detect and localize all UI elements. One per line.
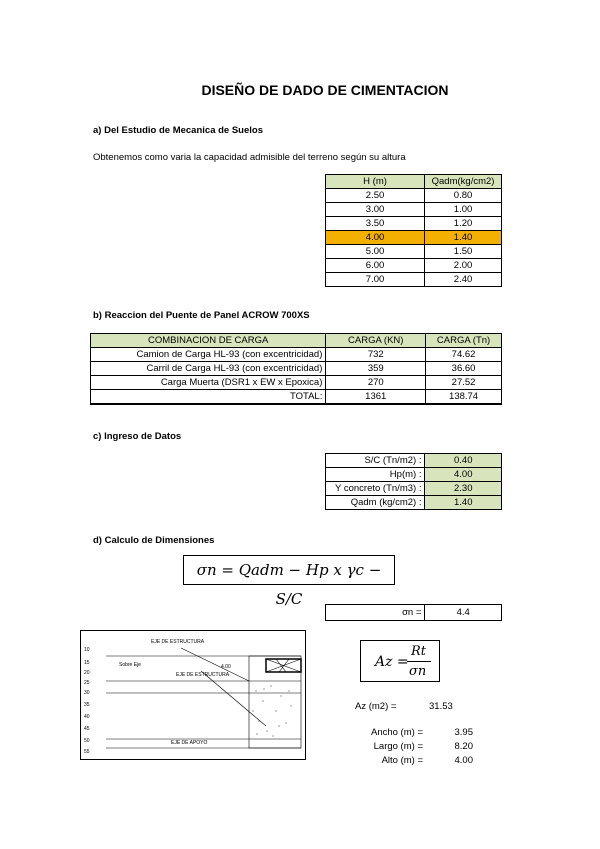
cell: 74.62 [426, 348, 502, 362]
soil-capacity-table [325, 174, 502, 287]
svg-text:25: 25 [84, 680, 90, 686]
drawing-label-top: EJE DE ESTRUCTURA [151, 639, 205, 645]
az-formula-left: Az = [375, 654, 409, 670]
col-header-qadm: Qadm(kg/cm2) [425, 175, 502, 189]
cell: 7.00 [326, 273, 425, 287]
fraction-bar [407, 661, 431, 662]
cell: TOTAL: [91, 390, 326, 405]
cell: 27.52 [426, 376, 502, 390]
svg-text:10: 10 [84, 647, 90, 653]
svg-text:30: 30 [84, 690, 90, 696]
table-row [326, 189, 502, 203]
col-header-combination: COMBINACION DE CARGA [91, 334, 326, 348]
col-header-tn: CARGA (Tn) [426, 334, 502, 348]
cell: 1.40 [425, 231, 502, 245]
table-row [91, 348, 502, 362]
cell[interactable]: 1.40 [425, 496, 502, 510]
cell: Camion de Carga HL-93 (con excentricidad) [91, 348, 326, 362]
table-row [326, 482, 502, 496]
table-row [326, 605, 502, 621]
cell[interactable]: 0.40 [425, 454, 502, 468]
cell: 2.00 [425, 259, 502, 273]
cell: 1.50 [425, 245, 502, 259]
cell: 1.20 [425, 217, 502, 231]
input-data-table [325, 453, 502, 510]
drawing-svg [81, 631, 305, 759]
cell: 4.00 [326, 231, 425, 245]
az-formula [360, 640, 440, 682]
cell: 5.00 [326, 245, 425, 259]
cell: 1.00 [425, 203, 502, 217]
foundation-drawing [80, 630, 306, 760]
table-row-highlighted [326, 231, 502, 245]
az-label: Az (m2) = [355, 701, 397, 712]
az-formula-numerator: Rt [411, 644, 427, 659]
sigma-result-table [325, 604, 502, 621]
cell: 3.50 [326, 217, 425, 231]
alto-label: Alto (m) = [381, 755, 423, 766]
drawing-label-bottom: EJE DE APOYO [171, 740, 208, 746]
cell: 2.40 [425, 273, 502, 287]
section-c-heading: c) Ingreso de Datos [93, 431, 182, 442]
cell: 0.80 [425, 189, 502, 203]
table-row [326, 273, 502, 287]
col-header-kn: CARGA (KN) [326, 334, 426, 348]
table-row [326, 454, 502, 468]
table-row [326, 203, 502, 217]
cell: 6.00 [326, 259, 425, 273]
section-a-heading: a) Del Estudio de Mecanica de Suelos [93, 125, 263, 136]
cell: 138.74 [426, 390, 502, 405]
svg-text:55: 55 [84, 749, 90, 755]
table-row-total [91, 390, 502, 405]
svg-text:50: 50 [84, 738, 90, 744]
section-b-heading: b) Reaccion del Puente de Panel ACROW 700XS [93, 310, 310, 321]
sigma-value: 4.4 [425, 605, 502, 621]
svg-text:20: 20 [84, 670, 90, 676]
drawing-label-mid2: EJE DE ESTRUCTURA [176, 672, 230, 678]
az-value: 31.53 [429, 701, 453, 712]
load-combination-table [90, 333, 502, 405]
sigma-label: σn = [326, 605, 425, 621]
cell: 270 [326, 376, 426, 390]
ancho-value: 3.95 [454, 727, 473, 738]
table-row [326, 245, 502, 259]
largo-label: Largo (m) = [373, 741, 423, 752]
svg-text:45: 45 [84, 726, 90, 732]
ancho-label: Ancho (m) = [370, 727, 423, 738]
cell: 36.60 [426, 362, 502, 376]
cell[interactable]: 4.00 [425, 468, 502, 482]
cell: 1361 [326, 390, 426, 405]
cell: 3.00 [326, 203, 425, 217]
section-a-text: Obtenemos como varia la capacidad admisible del terreno según su altura [93, 152, 406, 163]
alto-value: 4.00 [454, 755, 473, 766]
cell: Carga Muerta (DSR1 x EW x Epoxica) [91, 376, 326, 390]
table-row [326, 259, 502, 273]
table-row [326, 496, 502, 510]
cell: 2.50 [326, 189, 425, 203]
table-row [91, 376, 502, 390]
cell: 359 [326, 362, 426, 376]
table-row [326, 468, 502, 482]
drawing-label-mid3: 4.00 [221, 664, 231, 670]
svg-text:40: 40 [84, 714, 90, 720]
cell[interactable]: 2.30 [425, 482, 502, 496]
drawing-label-mid1: Sobre Eje [119, 662, 141, 668]
az-formula-denominator: σn [409, 664, 427, 679]
table-row [91, 362, 502, 376]
cell: Hp(m) : [326, 468, 425, 482]
sigma-formula: σn = Qadm − Hp x γc − S/C [183, 555, 395, 585]
svg-text:15: 15 [84, 660, 90, 666]
cell: Carril de Carga HL-93 (con excentricidad) [91, 362, 326, 376]
cell: S/C (Tn/m2) : [326, 454, 425, 468]
cell: Y concreto (Tn/m3) : [326, 482, 425, 496]
page-title: DISEÑO DE DADO DE CIMENTACION [201, 82, 449, 98]
cell: 732 [326, 348, 426, 362]
table-row [326, 217, 502, 231]
largo-value: 8.20 [454, 741, 473, 752]
col-header-h: H (m) [326, 175, 425, 189]
cell: Qadm (kg/cm2) : [326, 496, 425, 510]
svg-text:35: 35 [84, 702, 90, 708]
section-d-heading: d) Calculo de Dimensiones [93, 535, 215, 546]
